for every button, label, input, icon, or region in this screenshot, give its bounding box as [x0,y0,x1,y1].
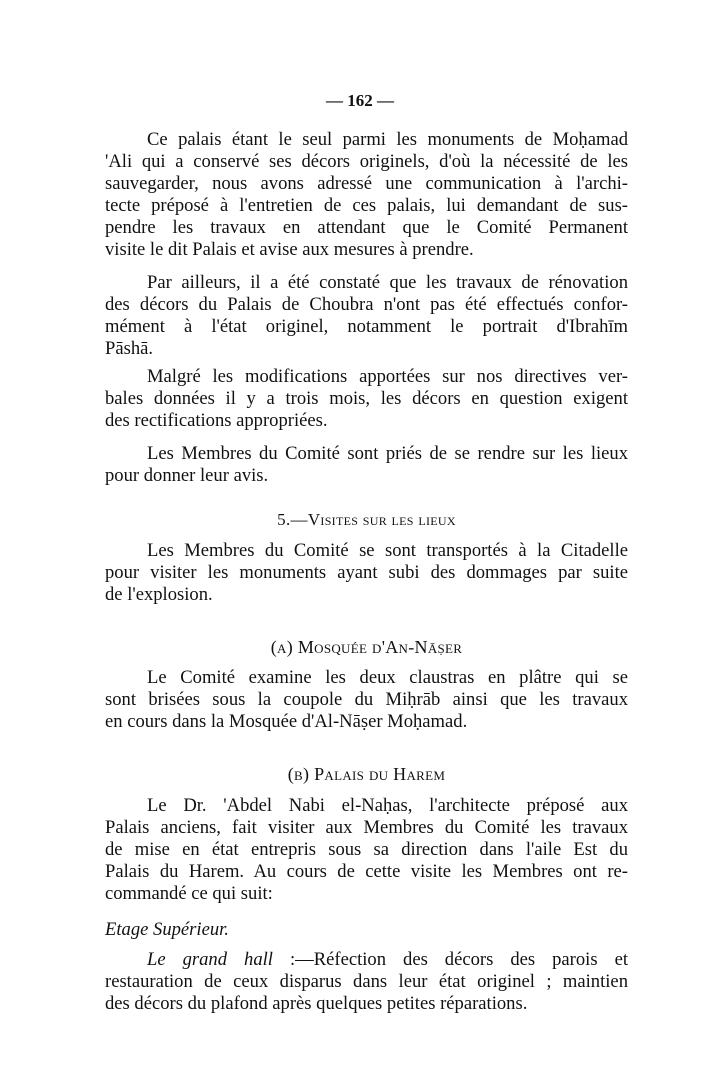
paragraph-line: des rectifications appropriées. [105,410,328,431]
grand-hall-text: :—Réfection des décors des parois et [272,949,628,970]
paragraph-line: pendre les travaux en attendant que le Comité Permanent [105,217,628,238]
grand-hall-label: Le grand hall [147,949,273,970]
paragraph-line: Pāshā. [105,338,154,359]
paragraph-line: pour visiter les monuments ayant subi des dommages par suite [105,562,628,583]
paragraph-line: en cours dans la Mosquée d'Al-Nāṣer Moḥamad. [105,711,468,732]
paragraph-line: mément à l'état originel, notamment le portrait d'Ibrahīm [105,316,628,337]
paragraph-line: Malgré les modifications apportées sur nos directives ver- [147,366,628,387]
paragraph-line: 'Ali qui a conservé ses décors originels, d'où la nécessité de les [105,151,628,172]
paragraph-line: des décors du plafond après quelques petites réparations. [105,993,528,1014]
paragraph-line: Palais du Harem. Au cours de cette visite les Membres ont re- [105,861,628,882]
etage-heading: Etage Supérieur. [105,919,229,940]
paragraph-line: bales données il y a trois mois, les décors en question exigent [105,388,628,409]
subsection-heading: (b) Palais du Harem [287,764,446,784]
paragraph-line: pour donner leur avis. [105,465,269,486]
paragraph-line: Ce palais étant le seul parmi les monuments de Moḥamad [147,129,628,150]
paragraph [105,971,628,1015]
paragraph-line: Le Dr. 'Abdel Nabi el-Naḥas, l'architecte préposé aux [147,795,628,816]
paragraph-line: Par ailleurs, il a été constaté que les travaux de rénovation [147,272,628,293]
paragraph [105,795,628,905]
paragraph-line: commandé ce qui suit: [105,883,273,904]
paragraph-line: Les Membres du Comité sont priés de se rendre sur les lieux [147,443,628,464]
paragraph [105,443,628,487]
subsection-heading: (a) Mosquée d'An-Nāṣer [270,637,463,657]
paragraph [105,667,628,733]
paragraph-line: tecte préposé à l'entretien de ces palais, lui demandant de sus- [105,195,628,216]
paragraph-line [105,949,628,971]
paragraph [105,366,628,432]
grand-hall-paragraph [105,949,628,1015]
paragraph [105,129,628,261]
paragraph [105,540,628,606]
paragraph-line: Les Membres du Comité se sont transportés à la Citadelle [147,540,628,561]
paragraph-line: restauration de ceux disparus dans leur état originel ; maintien [105,971,628,992]
paragraph-line: visite le dit Palais et avise aux mesures à prendre. [105,239,474,260]
paragraph-line: des décors du Palais de Choubra n'ont pas été effectués confor- [105,294,628,315]
paragraph-line: sont brisées sous la coupole du Miḥrāb ainsi que les travaux [105,689,628,710]
paragraph-line: de l'explosion. [105,584,213,605]
section-heading: 5.—Visites sur les lieux [277,510,456,529]
paragraph-line: Palais anciens, fait visiter aux Membres du Comité les travaux [105,817,628,838]
paragraph [105,272,628,360]
paragraph-line: Le Comité examine les deux claustras en plâtre qui se [147,667,628,688]
paragraph-line: de mise en état entrepris sous sa direction dans l'aile Est du [105,839,628,860]
page-number: — 162 — [326,91,394,110]
paragraph-line: sauvegarder, nous avons adressé une communication à l'archi- [105,173,628,194]
